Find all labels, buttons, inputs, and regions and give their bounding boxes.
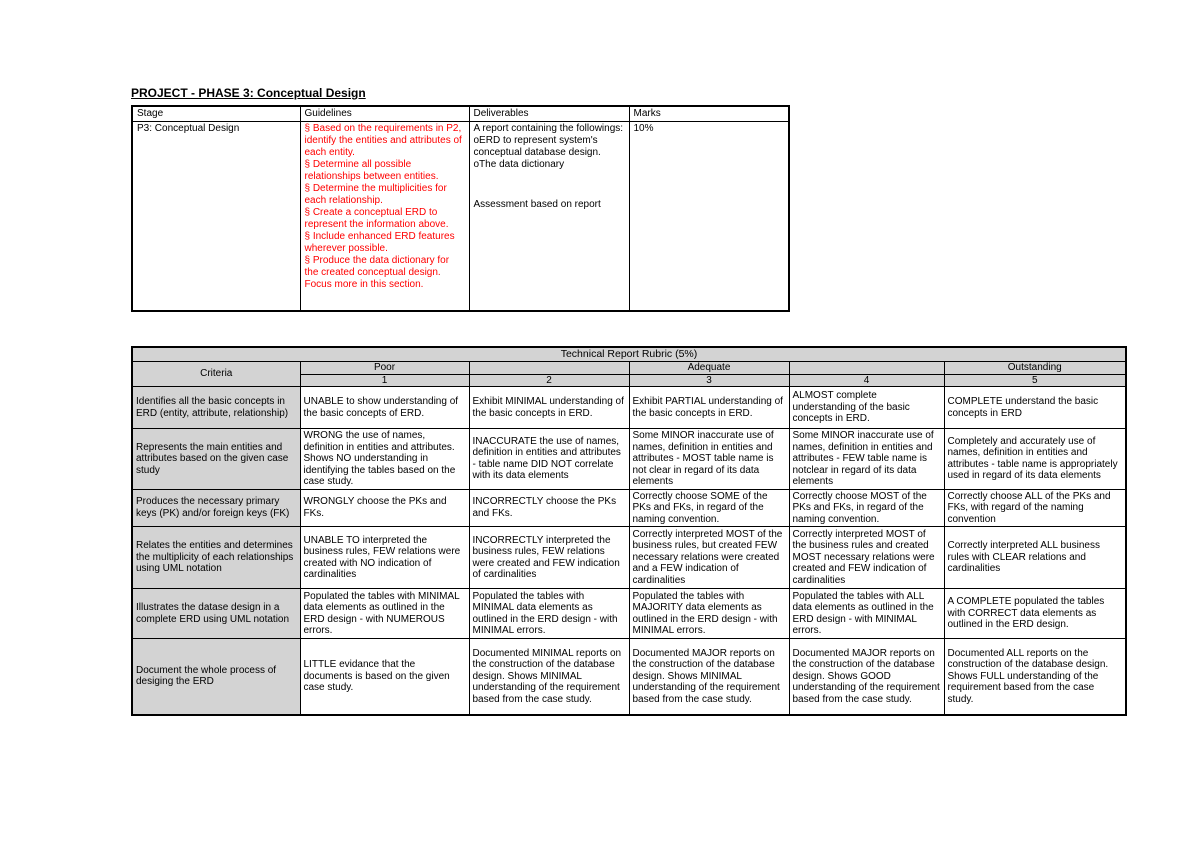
rubric-cell: Correctly choose SOME of the PKs and FKs, in regard of the naming convention. — [629, 489, 789, 527]
rubric-cell: Documented MINIMAL reports on the construction of the database design. Shows MINIMAL understanding of the requirement based from the case study. — [469, 639, 629, 715]
deliverable-item: oThe data dictionary — [473, 159, 565, 170]
rubric-cell: Correctly interpreted MOST of the business rules, but created FEW necessary relations were created and a FEW indication of cardinalities — [629, 527, 789, 589]
rubric-cell: Exhibit PARTIAL understanding of the basic concepts in ERD. — [629, 387, 789, 429]
guideline-item: § Determine the multiplicities for each relationship. — [304, 183, 447, 206]
rubric-row — [132, 387, 1126, 429]
guideline-item: § Create a conceptual ERD to represent the information above. — [304, 207, 449, 230]
guideline-item: § Include enhanced ERD features wherever possible. — [304, 231, 455, 254]
rubric-cell: Populated the tables with MINIMAL data elements as outlined in the ERD design - with NUMEROUS errors. — [300, 589, 469, 639]
rubric-cell: Documented ALL reports on the construction of the database design. Shows FULL understanding of the requirement based from the case study. — [944, 639, 1126, 715]
criteria-cell: Represents the main entities and attributes based on the given case study — [132, 429, 300, 490]
level-number-2: 2 — [469, 374, 629, 387]
criteria-cell: Document the whole process of desiging the ERD — [132, 639, 300, 715]
rubric-cell: Documented MAJOR reports on the construction of the database design. Shows MINIMAL understanding of the requirement based from the case study. — [629, 639, 789, 715]
rubric-row — [132, 429, 1126, 490]
rubric-cell: Some MINOR inaccurate use of names, definition in entities and attributes - MOST table name is not clear in regard of its data elements — [629, 429, 789, 490]
rubric-cell: Completely and accurately use of names, definition in entities and attributes - table name is appropriately used in regard of its data elements — [944, 429, 1126, 490]
rubric-cell: Correctly choose ALL of the PKs and FKs, with regard of the naming convention — [944, 489, 1126, 527]
rubric-cell: WRONG the use of names, definition in entities and attributes. Shows NO understanding in identifying the tables based on the case study. — [300, 429, 469, 490]
column-header-marks: Marks — [629, 106, 789, 122]
rubric-cell: Correctly interpreted MOST of the business rules and created MOST necessary relations were created and FEW indication of cardinalities — [789, 527, 944, 589]
rubric-cell: Documented MAJOR reports on the construction of the database design. Shows GOOD understanding of the requirement based from the case study. — [789, 639, 944, 715]
rubric-cell: LITTLE evidance that the documents is based on the given case study. — [300, 639, 469, 715]
rubric-cell: INCORRECTLY interpreted the business rules, FEW relations were created and FEW indication of cardinalities — [469, 527, 629, 589]
rubric-level-group-row — [132, 362, 1126, 375]
rubric-cell: Some MINOR inaccurate use of names, definition in entities and attributes - FEW table name is notclear in regard of its data elements — [789, 429, 944, 490]
rubric-cell: ALMOST complete understanding of the basic concepts in ERD. — [789, 387, 944, 429]
level-group-blank — [469, 362, 629, 375]
stage-cell: P3: Conceptual Design — [132, 122, 300, 311]
rubric-row — [132, 489, 1126, 527]
criteria-header: Criteria — [132, 362, 300, 387]
rubric-row — [132, 527, 1126, 589]
criteria-cell: Produces the necessary primary keys (PK) and/or foreign keys (FK) — [132, 489, 300, 527]
level-group-outstanding: Outstanding — [944, 362, 1126, 375]
criteria-cell: Identifies all the basic concepts in ERD (entity, attribute, relationship) — [132, 387, 300, 429]
rubric-cell: Populated the tables with MAJORITY data elements as outlined in the ERD design - with MINIMAL errors. — [629, 589, 789, 639]
level-number-4: 4 — [789, 374, 944, 387]
rubric-cell: INCORRECTLY choose the PKs and FKs. — [469, 489, 629, 527]
deliverable-item: oERD to represent system's conceptual database design. — [473, 135, 601, 158]
rubric-cell: Exhibit MINIMAL understanding of the basic concepts in ERD. — [469, 387, 629, 429]
deliverable-item: A report containing the followings: — [473, 123, 624, 134]
assessment-note: Assessment based on report — [473, 199, 601, 210]
rubric-cell: Correctly interpreted ALL business rules with CLEAR relations and cardinalities — [944, 527, 1126, 589]
rubric-row — [132, 639, 1126, 715]
rubric-cell: Populated the tables with MINIMAL data elements as outlined in the ERD design - with MINIMAL errors. — [469, 589, 629, 639]
column-header-deliverables: Deliverables — [469, 106, 629, 122]
document-page — [131, 86, 1131, 716]
rubric-cell: Populated the tables with ALL data elements as outlined in the ERD design - with MINIMAL errors. — [789, 589, 944, 639]
phase-table-header-row — [132, 106, 789, 122]
level-group-adequate: Adequate — [629, 362, 789, 375]
column-header-stage: Stage — [132, 106, 300, 122]
level-group-blank — [789, 362, 944, 375]
guideline-item: § Produce the data dictionary for the created conceptual design. Focus more in this section. — [304, 255, 450, 290]
rubric-cell: INACCURATE the use of names, definition in entities and attributes - table name DID NOT correlate with its data elements — [469, 429, 629, 490]
rubric-cell: UNABLE TO interpreted the business rules, FEW relations were created with NO indication of cardinalities — [300, 527, 469, 589]
criteria-cell: Relates the entities and determines the multiplicity of each relationships using UML notation — [132, 527, 300, 589]
rubric-cell: A COMPLETE populated the tables with CORRECT data elements as outlined in the ERD design. — [944, 589, 1126, 639]
page-title: PROJECT - PHASE 3: Conceptual Design — [131, 86, 366, 100]
column-header-guidelines: Guidelines — [300, 106, 469, 122]
criteria-cell: Illustrates the datase design in a complete ERD using UML notation — [132, 589, 300, 639]
rubric-title-row — [132, 347, 1126, 362]
rubric-cell: UNABLE to show understanding of the basic concepts of ERD. — [300, 387, 469, 429]
level-number-3: 3 — [629, 374, 789, 387]
rubric-row — [132, 589, 1126, 639]
level-group-poor: Poor — [300, 362, 469, 375]
deliverables-cell — [469, 122, 629, 311]
phase-table — [131, 105, 790, 312]
rubric-cell: Correctly choose MOST of the PKs and FKs, in regard of the naming convention. — [789, 489, 944, 527]
guideline-item: § Based on the requirements in P2, identify the entities and attributes of each entity. — [304, 123, 462, 158]
level-number-1: 1 — [300, 374, 469, 387]
phase-table-row — [132, 122, 789, 311]
rubric-table — [131, 346, 1127, 716]
rubric-cell: COMPLETE understand the basic concepts in ERD — [944, 387, 1126, 429]
level-number-5: 5 — [944, 374, 1126, 387]
guidelines-cell — [300, 122, 469, 311]
rubric-title: Technical Report Rubric (5%) — [132, 347, 1126, 362]
marks-cell: 10% — [629, 122, 789, 311]
guideline-item: § Determine all possible relationships between entities. — [304, 159, 439, 182]
rubric-cell: WRONGLY choose the PKs and FKs. — [300, 489, 469, 527]
